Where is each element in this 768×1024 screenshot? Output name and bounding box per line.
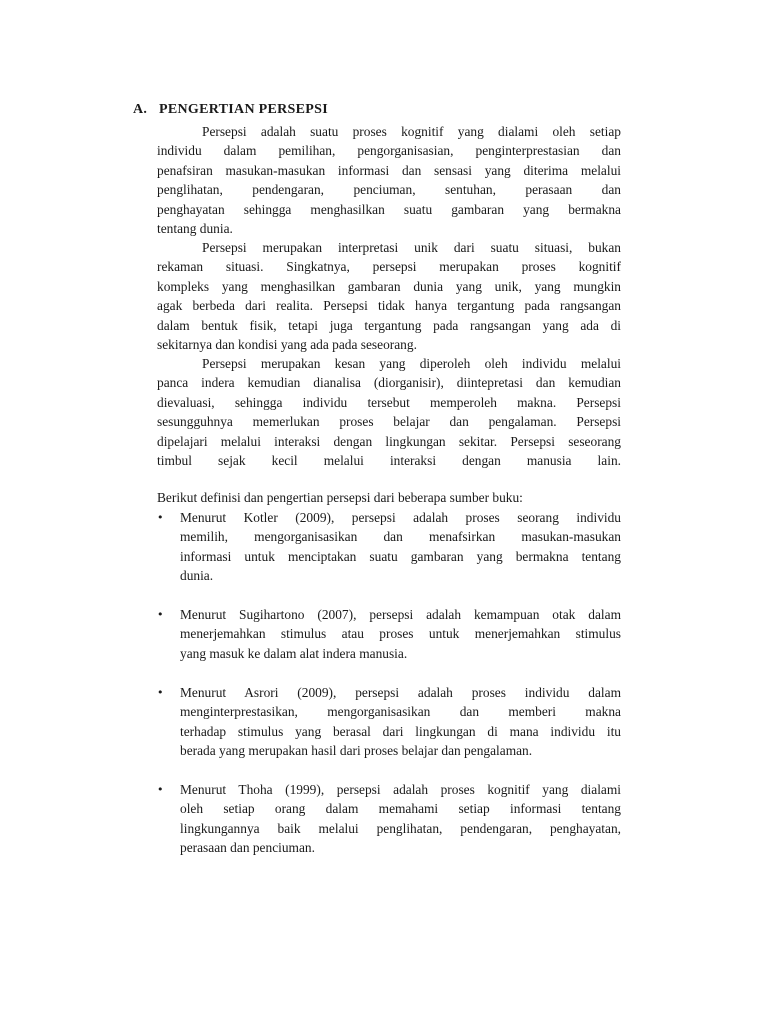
section-number: A. <box>133 102 148 117</box>
list-item-line: informasi untuk menciptakan suatu gambaran yang bermakna tentang <box>180 548 621 564</box>
list-item-line: berada yang merupakan hasil dari proses belajar dan pengalaman. <box>180 743 533 759</box>
paragraph-1 <box>157 122 621 238</box>
list-item-line: yang masuk ke dalam alat indera manusia. <box>180 645 408 661</box>
paragraph-line: Persepsi merupakan kesan yang diperoleh oleh individu melalui <box>202 356 621 371</box>
paragraph-line: kompleks yang menghasilkan gambaran dunia yang unik, yang mungkin <box>157 278 621 294</box>
bullet-icon: • <box>157 608 164 621</box>
paragraph-line: penghayatan sehingga menghasilkan suatu gambaran yang bermakna <box>157 201 621 217</box>
list-item-text <box>180 683 621 761</box>
section-title: PENGERTIAN PERSEPSI <box>159 102 328 117</box>
list-item-line: menerjemahkan stimulus atau proses untuk menerjemahkan stimulus <box>180 626 621 642</box>
paragraph-line: Persepsi adalah suatu proses kognitif yang dialami oleh setiap <box>202 124 621 139</box>
paragraph-line: penglihatan, pendengaran, penciuman, sentuhan, perasaan dan <box>157 182 621 198</box>
list-item-text <box>180 605 621 663</box>
list-item-text <box>180 780 621 858</box>
bullet-icon: • <box>157 686 164 699</box>
paragraph-line: tentang dunia. <box>157 220 233 236</box>
paragraph-2 <box>157 238 621 354</box>
list-item-line: Menurut Kotler (2009), persepsi adalah proses seorang individu <box>180 510 621 525</box>
paragraph-line: timbul sejak kecil melalui interaksi dengan manusia lain. <box>157 452 621 468</box>
paragraph-line: dievaluasi, sehingga individu tersebut memperoleh makna. Persepsi <box>157 394 621 410</box>
paragraph-line: panca indera kemudian dianalisa (diorganisir), diintepretasi dan kemudian <box>157 375 621 391</box>
paragraph-line: sekitarnya dan kondisi yang ada pada seseorang. <box>157 336 417 352</box>
paragraph-line: dipelajari melalui interaksi dengan lingkungan sekitar. Persepsi seseorang <box>157 433 621 449</box>
list-item-line: terhadap stimulus yang berasal dari lingkungan di mana individu itu <box>180 723 621 739</box>
list-item-line: perasaan dan penciuman. <box>180 840 315 856</box>
list-item-line: dunia. <box>180 568 214 584</box>
paragraph-line: penafsiran masukan-masukan informasi dan sensasi yang diterima melalui <box>157 162 621 178</box>
bullet-icon: • <box>157 511 164 524</box>
section-heading <box>133 100 633 119</box>
list-item-line: Menurut Asrori (2009), persepsi adalah proses individu dalam <box>180 685 621 700</box>
bullet-icon: • <box>157 783 164 796</box>
list-item-line: Menurut Sugihartono (2007), persepsi adalah kemampuan otak dalam <box>180 607 621 622</box>
paragraph-line: agak berbeda dari realita. Persepsi tidak hanya tergantung pada rangsangan <box>157 298 621 314</box>
paragraph-line: rekaman situasi. Singkatnya, persepsi merupakan proses kognitif <box>157 259 621 275</box>
list-item-line: lingkungannya baik melalui penglihatan, pendengaran, penghayatan, <box>180 820 621 836</box>
paragraph-line: Persepsi merupakan interpretasi unik dari suatu situasi, bukan <box>202 240 621 255</box>
paragraph-line: individu dalam pemilihan, pengorganisasian, penginterprestasian dan <box>157 143 621 159</box>
paragraph-3 <box>157 354 621 470</box>
list-item-line: memilih, mengorganisasikan dan menafsirkan masukan-masukan <box>180 529 621 545</box>
list-item-line: Menurut Thoha (1999), persepsi adalah proses kognitif yang dialami <box>180 782 621 797</box>
list-item-text <box>180 508 621 586</box>
list-item-line: menginterprestasikan, mengorganisasikan dan memberi makna <box>180 704 621 720</box>
list-item-line: oleh setiap orang dalam memahami setiap informasi tentang <box>180 801 621 817</box>
paragraph-line: sesungguhnya memerlukan proses belajar dan pengalaman. Persepsi <box>157 414 621 430</box>
paragraph-line: dalam bentuk fisik, tetapi juga tergantung pada rangsangan yang ada di <box>157 317 621 333</box>
definitions-intro: Berikut definisi dan pengertian persepsi dari beberapa sumber buku: <box>157 490 523 505</box>
